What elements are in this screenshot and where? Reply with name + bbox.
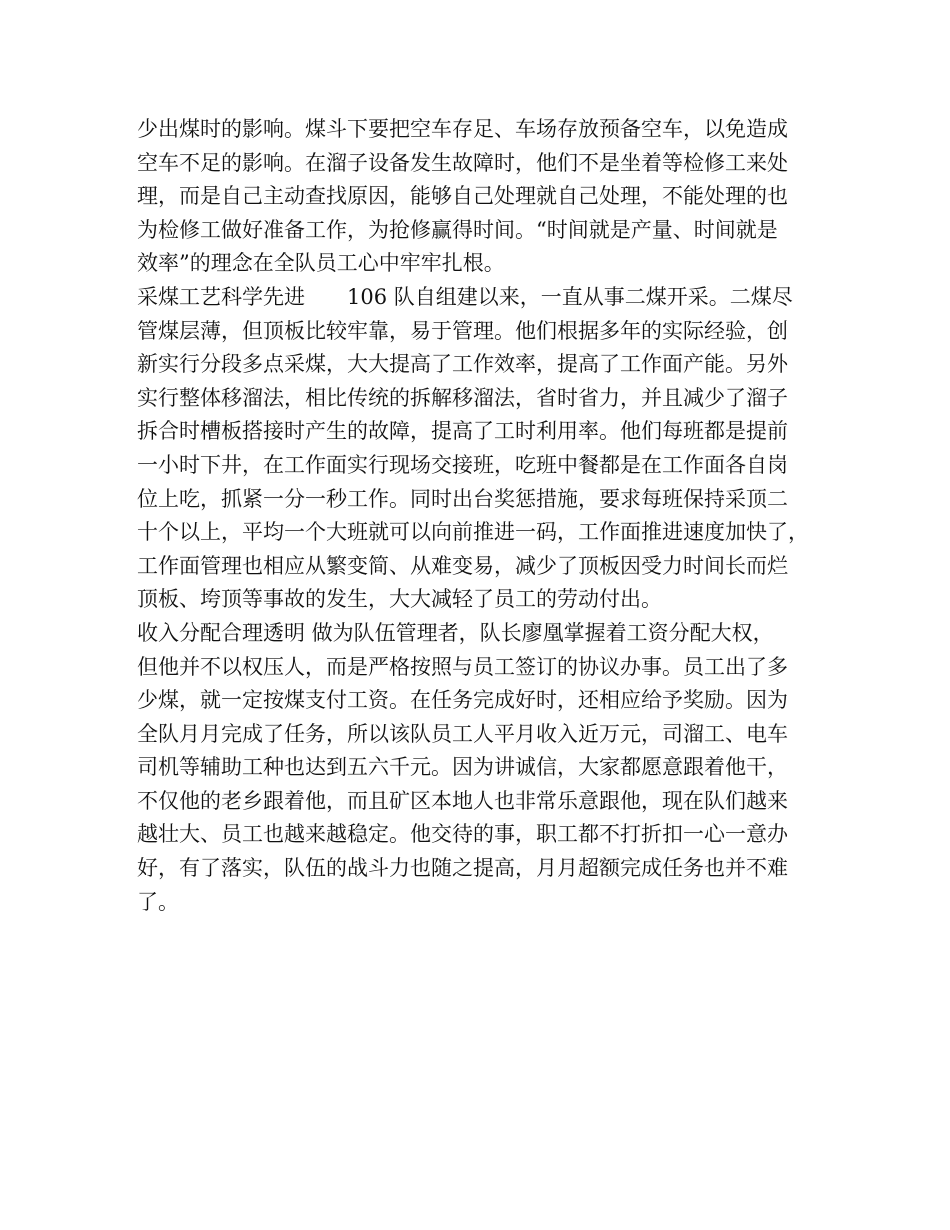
text-line: 效率”的理念在全队员工心中牢牢扎根。: [137, 251, 505, 276]
text-line: 管煤层薄，但顶板比较牢靠，易于管理。他们根据多年的实际经验，创: [137, 318, 788, 343]
text-line: 司机等辅助工种也达到五六千元。因为讲诚信，大家都愿意跟着他干，: [137, 755, 788, 780]
text-line: 新实行分段多点采煤，大大提高了工作效率，提高了工作面产能。另外: [137, 352, 788, 377]
text-line: 十个以上，平均一个大班就可以向前推进一码，工作面推进速度加快了，: [137, 520, 809, 545]
text-line: 不仅他的老乡跟着他，而且矿区本地人也非常乐意跟他，现在队们越来: [137, 788, 788, 813]
text-line: 好，有了落实，队伍的战斗力也随之提高，月月超额完成任务也并不难: [137, 856, 788, 881]
text-line: 顶板、垮顶等事故的发生，大大减轻了员工的劳动付出。: [137, 587, 662, 612]
text-line: 采煤工艺科学先进 106 队自组建以来，一直从事二煤开采。二煤尽: [137, 284, 793, 309]
text-line: 拆合时槽板搭接时产生的故障，提高了工时利用率。他们每班都是提前: [137, 419, 788, 444]
text-line: 收入分配合理透明 做为队伍管理者，队长廖凰掌握着工资分配大权，: [137, 620, 774, 645]
text-line: 少煤，就一定按煤支付工资。在任务完成好时，还相应给予奖励。因为: [137, 688, 788, 713]
text-line: 位上吃，抓紧一分一秒工作。同时出台奖惩措施，要求每班保持采顶二: [137, 486, 788, 511]
text-line: 空车不足的影响。在溜子设备发生故障时，他们不是坐着等检修工来处: [137, 150, 788, 175]
text-line: 少出煤时的影响。煤斗下要把空车存足、车场存放预备空车，以免造成: [137, 117, 788, 141]
text-line: 实行整体移溜法，相比传统的拆解移溜法，省时省力，并且减少了溜子: [137, 385, 788, 410]
text-line: 一小时下井，在工作面实行现场交接班，吃班中餐都是在工作面各自岗: [137, 452, 788, 477]
text-line: 工作面管理也相应从繁变简、从难变易，减少了顶板因受力时间长而烂: [137, 553, 788, 578]
text-line: 了。: [137, 889, 179, 914]
text-line: 理，而是自己主动查找原因，能够自己处理就自己处理，不能处理的也: [137, 184, 788, 209]
text-line: 为检修工做好准备工作，为抢修赢得时间。“时间就是产量、时间就是: [137, 217, 778, 242]
text-line: 全队月月完成了任务，所以该队员工人平月收入近万元，司溜工、电车: [137, 721, 788, 746]
text-line: 越壮大、员工也越来越稳定。他交待的事，职工都不打折扣一心一意办: [137, 822, 788, 847]
body-text: [137, 113, 827, 919]
text-line: 但他并不以权压人，而是严格按照与员工签订的协议办事。员工出了多: [137, 654, 788, 679]
